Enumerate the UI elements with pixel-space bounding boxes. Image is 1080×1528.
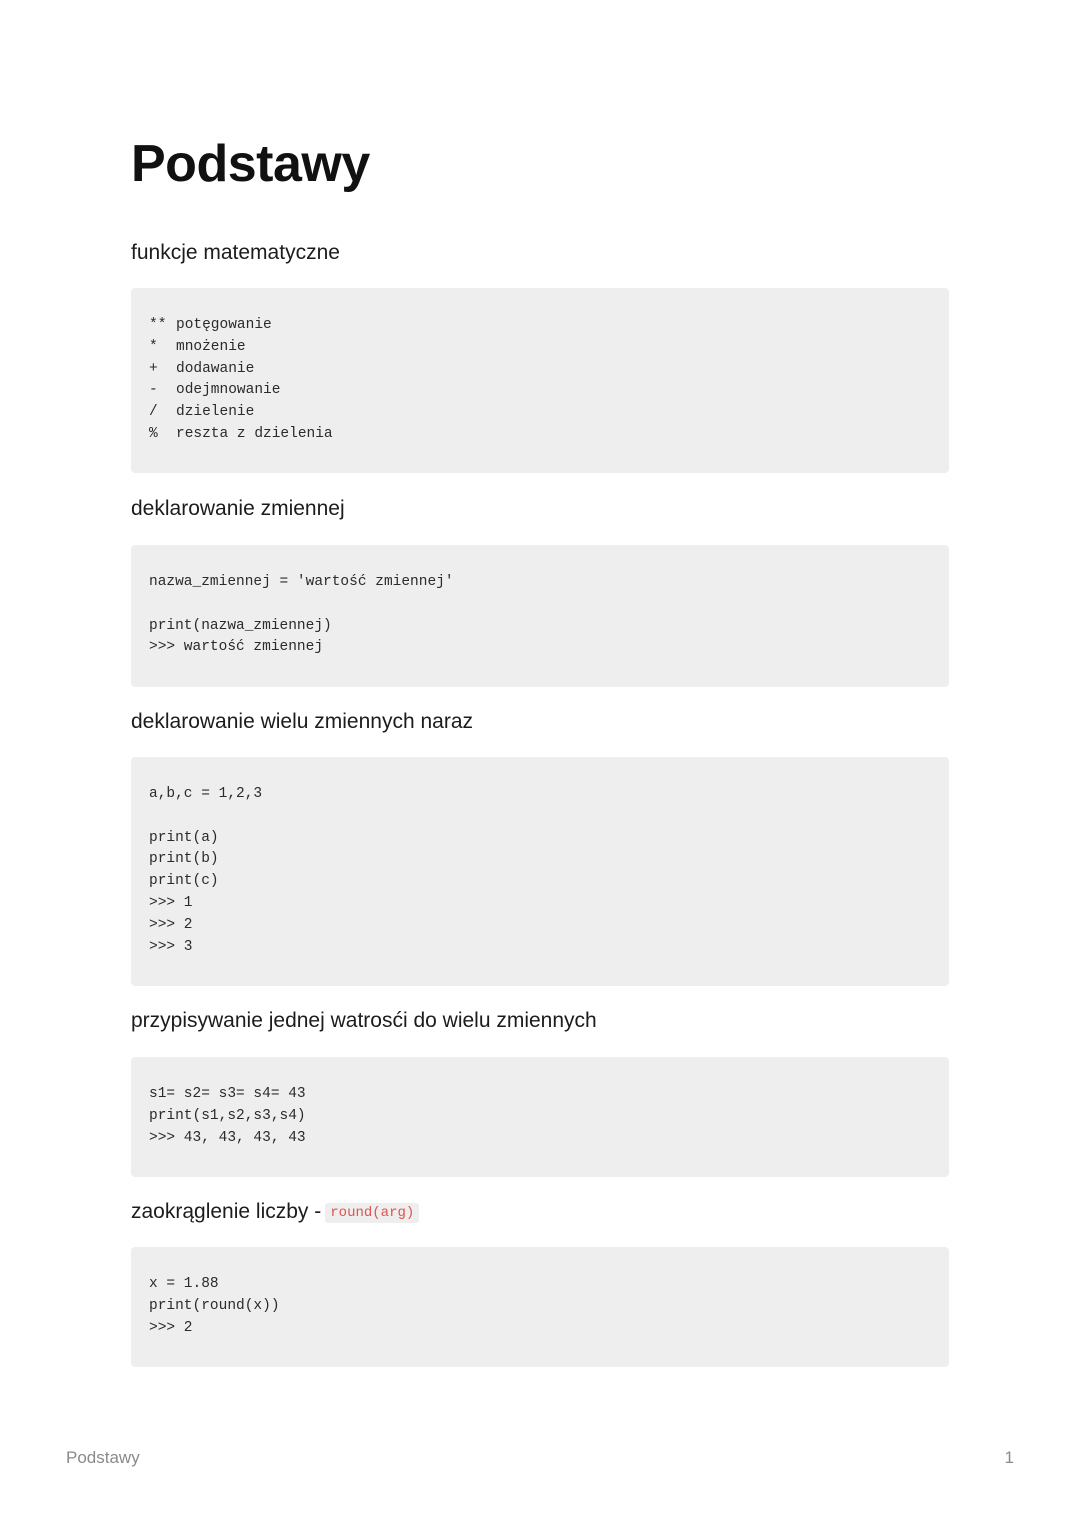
code-line: >>> wartość zmiennej	[149, 639, 324, 656]
operator-description: odejmnowanie	[176, 382, 281, 399]
code-line: >>> 3	[149, 938, 193, 955]
code-line	[149, 594, 931, 616]
code-block-round	[131, 1247, 949, 1367]
operator-description: dzielenie	[176, 404, 255, 421]
code-line: >>> 1	[149, 894, 193, 911]
operator-symbol: %	[149, 425, 158, 442]
operator-description: mnożenie	[176, 338, 246, 355]
code-line: print(a)	[149, 829, 219, 846]
operator-symbol: *	[149, 338, 158, 355]
section-heading-math: funkcje matematyczne	[131, 241, 340, 264]
code-block-assign	[131, 1057, 949, 1177]
code-line: a,b,c = 1,2,3	[149, 786, 263, 802]
page-title: Podstawy	[131, 135, 370, 193]
code-line: >>> 2	[149, 916, 193, 933]
section-heading-multi: deklarowanie wielu zmiennych naraz	[131, 710, 474, 733]
operator-row	[149, 402, 931, 424]
code-line: print(c)	[149, 873, 219, 890]
code-line: >>> 2	[149, 1319, 193, 1336]
code-line: nazwa_zmiennej = 'wartość zmiennej'	[149, 574, 454, 590]
code-line	[149, 806, 931, 828]
operator-row	[149, 380, 931, 402]
operator-row	[149, 359, 931, 381]
code-line: x = 1.88	[149, 1276, 219, 1292]
code-line: >>> 43, 43, 43, 43	[149, 1129, 306, 1146]
section-heading-round-text: zaokrąglenie liczby -	[131, 1200, 322, 1223]
operator-row	[149, 424, 931, 446]
operator-row	[149, 337, 931, 359]
section-heading-assign: przypisywanie jednej watrosći do wielu zmiennych	[131, 1009, 597, 1032]
code-line: print(round(x))	[149, 1297, 280, 1314]
code-block-declare	[131, 545, 949, 687]
operator-description: potęgowanie	[176, 317, 272, 333]
operator-symbol: -	[149, 382, 158, 399]
operator-symbol: +	[149, 360, 158, 377]
code-block-multi	[131, 757, 949, 986]
footer-title: Podstawy	[66, 1448, 140, 1467]
operator-symbol: **	[149, 317, 167, 333]
operator-row	[149, 315, 931, 337]
operator-symbol: /	[149, 404, 158, 421]
code-line: print(s1,s2,s3,s4)	[149, 1107, 306, 1124]
code-line: print(b)	[149, 851, 219, 868]
section-heading-declare: deklarowanie zmiennej	[131, 497, 345, 520]
inline-code-round: round(arg)	[325, 1203, 419, 1223]
code-line: print(nazwa_zmiennej)	[149, 617, 332, 634]
code-line: s1= s2= s3= s4= 43	[149, 1086, 306, 1102]
operator-description: reszta z dzielenia	[176, 425, 333, 442]
section-heading-round	[131, 1197, 419, 1228]
operator-description: dodawanie	[176, 360, 255, 377]
code-block-math-operators	[131, 288, 949, 473]
page-number: 1	[1004, 1448, 1014, 1467]
